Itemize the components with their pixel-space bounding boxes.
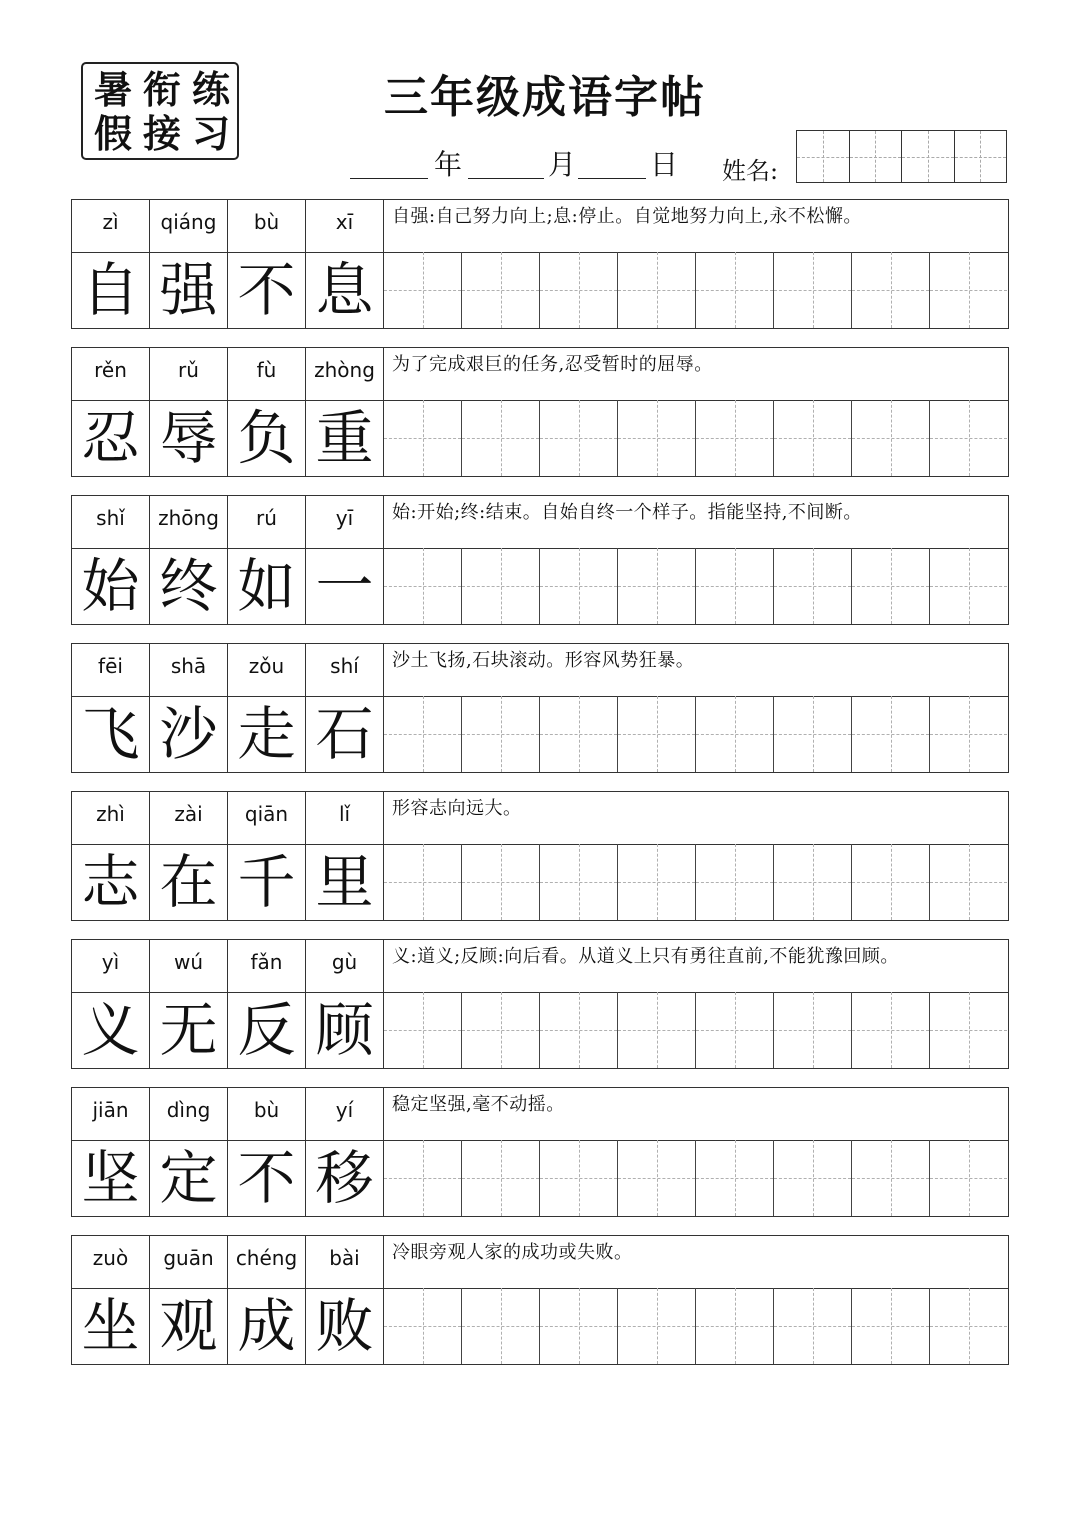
- idiom-character: 千: [228, 844, 306, 920]
- badge-char: 接: [142, 111, 181, 156]
- pinyin-syllable: qiān: [228, 792, 306, 844]
- name-label: 姓名:: [722, 157, 779, 185]
- pinyin-syllable: bù: [228, 200, 306, 252]
- idiom-character: 忍: [72, 400, 150, 476]
- pinyin-syllable: yì: [72, 940, 150, 992]
- practice-cell[interactable]: [384, 1288, 462, 1364]
- idiom-character: 走: [228, 696, 306, 772]
- pinyin-syllable: rú: [228, 496, 306, 548]
- idiom-character: 移: [306, 1140, 384, 1216]
- practice-cell[interactable]: [852, 1288, 930, 1364]
- idiom-block: [71, 199, 1009, 329]
- pinyin-syllable: shā: [150, 644, 228, 696]
- idiom-character: 一: [306, 548, 384, 624]
- idiom-meaning: 为了完成艰巨的任务,忍受暂时的屈辱。: [392, 354, 713, 375]
- idiom-character: 坚: [72, 1140, 150, 1216]
- practice-cell[interactable]: [462, 1288, 540, 1364]
- practice-cell[interactable]: [462, 252, 540, 328]
- practice-cell[interactable]: [696, 696, 774, 772]
- practice-cell[interactable]: [618, 696, 696, 772]
- idiom-character: 坐: [72, 1288, 150, 1364]
- pinyin-syllable: lǐ: [306, 792, 384, 844]
- idiom-block: [71, 347, 1009, 477]
- year-label: 年: [434, 148, 463, 181]
- practice-cell[interactable]: [852, 1140, 930, 1216]
- badge-char: 衔: [142, 67, 181, 112]
- practice-cell[interactable]: [852, 992, 930, 1068]
- idiom-block: [71, 643, 1009, 773]
- practice-cell[interactable]: [852, 252, 930, 328]
- badge-char: 假: [93, 111, 132, 156]
- badge-char: 习: [191, 111, 230, 156]
- pinyin-syllable: jiān: [72, 1088, 150, 1140]
- month-blank[interactable]: [468, 178, 544, 179]
- idiom-character: 始: [72, 548, 150, 624]
- practice-cell[interactable]: [540, 992, 618, 1068]
- practice-cell[interactable]: [696, 1140, 774, 1216]
- practice-cell[interactable]: [852, 696, 930, 772]
- idiom-character: 终: [150, 548, 228, 624]
- name-writing-grid[interactable]: [796, 130, 1007, 183]
- day-blank[interactable]: [578, 178, 646, 179]
- name-cell[interactable]: [850, 131, 903, 182]
- idiom-meaning: 冷眼旁观人家的成功或失败。: [392, 1242, 633, 1263]
- pinyin-syllable: zhòng: [306, 348, 384, 400]
- practice-cell[interactable]: [618, 548, 696, 624]
- pinyin-syllable: zì: [72, 200, 150, 252]
- idiom-character: 败: [306, 1288, 384, 1364]
- year-blank[interactable]: [350, 178, 428, 179]
- pinyin-syllable: zhōng: [150, 496, 228, 548]
- badge-char: 暑: [93, 67, 132, 112]
- idiom-character: 辱: [150, 400, 228, 476]
- idiom-character: 志: [72, 844, 150, 920]
- practice-cell[interactable]: [696, 1288, 774, 1364]
- idiom-block: [71, 495, 1009, 625]
- idiom-character: 无: [150, 992, 228, 1068]
- badge-char: 练: [191, 67, 230, 112]
- practice-cell[interactable]: [930, 844, 1007, 920]
- practice-cell[interactable]: [852, 548, 930, 624]
- practice-cell[interactable]: [540, 844, 618, 920]
- pinyin-syllable: fù: [228, 348, 306, 400]
- practice-cell[interactable]: [618, 844, 696, 920]
- idiom-character: 自: [72, 252, 150, 328]
- pinyin-syllable: bù: [228, 1088, 306, 1140]
- pinyin-syllable: dìng: [150, 1088, 228, 1140]
- pinyin-syllable: guān: [150, 1236, 228, 1288]
- practice-cell[interactable]: [774, 252, 852, 328]
- idiom-character: 负: [228, 400, 306, 476]
- name-cell[interactable]: [902, 131, 955, 182]
- pinyin-syllable: zuò: [72, 1236, 150, 1288]
- idiom-block: [71, 1235, 1009, 1365]
- pinyin-syllable: zǒu: [228, 644, 306, 696]
- pinyin-syllable: qiáng: [150, 200, 228, 252]
- practice-cell[interactable]: [384, 548, 462, 624]
- idiom-meaning: 稳定坚强,毫不动摇。: [392, 1094, 565, 1115]
- idiom-character: 义: [72, 992, 150, 1068]
- practice-cell[interactable]: [774, 548, 852, 624]
- practice-cell[interactable]: [462, 992, 540, 1068]
- name-cell[interactable]: [797, 131, 850, 182]
- practice-cell[interactable]: [930, 548, 1007, 624]
- practice-cell[interactable]: [462, 548, 540, 624]
- page-title: 三年级成语字帖: [384, 72, 706, 123]
- practice-cell[interactable]: [930, 992, 1007, 1068]
- idiom-block: [71, 939, 1009, 1069]
- practice-cell[interactable]: [618, 252, 696, 328]
- idiom-character: 息: [306, 252, 384, 328]
- idiom-block: [71, 1087, 1009, 1217]
- practice-cell[interactable]: [852, 844, 930, 920]
- practice-cell[interactable]: [696, 844, 774, 920]
- idiom-character: 顾: [306, 992, 384, 1068]
- pinyin-syllable: shǐ: [72, 496, 150, 548]
- summer-practice-badge: [81, 62, 239, 160]
- practice-cell[interactable]: [774, 992, 852, 1068]
- idiom-character: 强: [150, 252, 228, 328]
- practice-cell[interactable]: [540, 400, 618, 476]
- practice-cell[interactable]: [384, 992, 462, 1068]
- idiom-character: 沙: [150, 696, 228, 772]
- practice-cell[interactable]: [930, 1140, 1007, 1216]
- practice-cell[interactable]: [540, 1140, 618, 1216]
- pinyin-syllable: fēi: [72, 644, 150, 696]
- practice-cell[interactable]: [462, 696, 540, 772]
- practice-cell[interactable]: [618, 400, 696, 476]
- idiom-character: 重: [306, 400, 384, 476]
- pinyin-syllable: zhì: [72, 792, 150, 844]
- practice-cell[interactable]: [930, 252, 1007, 328]
- pinyin-syllable: rěn: [72, 348, 150, 400]
- idiom-block: [71, 791, 1009, 921]
- practice-cell[interactable]: [618, 1140, 696, 1216]
- practice-cell[interactable]: [618, 992, 696, 1068]
- idiom-character: 成: [228, 1288, 306, 1364]
- practice-cell[interactable]: [852, 400, 930, 476]
- idiom-meaning: 义:道义;反顾:向后看。从道义上只有勇往直前,不能犹豫回顾。: [392, 946, 899, 967]
- pinyin-syllable: rǔ: [150, 348, 228, 400]
- day-label: 日: [650, 148, 679, 181]
- practice-cell[interactable]: [696, 548, 774, 624]
- practice-cell[interactable]: [774, 844, 852, 920]
- practice-cell[interactable]: [540, 548, 618, 624]
- idiom-meaning: 自强:自己努力向上;息:停止。自觉地努力向上,永不松懈。: [392, 206, 862, 227]
- practice-cell[interactable]: [462, 844, 540, 920]
- idiom-character: 飞: [72, 696, 150, 772]
- idiom-meaning: 形容志向远大。: [392, 798, 522, 819]
- pinyin-syllable: chéng: [228, 1236, 306, 1288]
- practice-cell[interactable]: [462, 400, 540, 476]
- pinyin-syllable: shí: [306, 644, 384, 696]
- idiom-character: 石: [306, 696, 384, 772]
- idiom-character: 定: [150, 1140, 228, 1216]
- idiom-character: 观: [150, 1288, 228, 1364]
- practice-cell[interactable]: [774, 696, 852, 772]
- pinyin-syllable: gù: [306, 940, 384, 992]
- practice-cell[interactable]: [774, 1288, 852, 1364]
- practice-cell[interactable]: [540, 696, 618, 772]
- practice-cell[interactable]: [384, 696, 462, 772]
- practice-cell[interactable]: [384, 1140, 462, 1216]
- idiom-character: 反: [228, 992, 306, 1068]
- idiom-character: 如: [228, 548, 306, 624]
- idiom-meaning: 沙土飞扬,石块滚动。形容风势狂暴。: [392, 650, 695, 671]
- pinyin-syllable: wú: [150, 940, 228, 992]
- practice-cell[interactable]: [540, 1288, 618, 1364]
- practice-cell[interactable]: [696, 252, 774, 328]
- practice-cell[interactable]: [462, 1140, 540, 1216]
- practice-cell[interactable]: [930, 696, 1007, 772]
- idiom-character: 不: [228, 1140, 306, 1216]
- idiom-meaning: 始:开始;终:结束。自始自终一个样子。指能坚持,不间断。: [392, 502, 862, 523]
- pinyin-syllable: zài: [150, 792, 228, 844]
- practice-cell[interactable]: [774, 400, 852, 476]
- pinyin-syllable: yí: [306, 1088, 384, 1140]
- idiom-character: 在: [150, 844, 228, 920]
- practice-cell[interactable]: [384, 400, 462, 476]
- idiom-character: 不: [228, 252, 306, 328]
- practice-cell[interactable]: [696, 992, 774, 1068]
- practice-cell[interactable]: [930, 1288, 1007, 1364]
- practice-cell[interactable]: [540, 252, 618, 328]
- practice-cell[interactable]: [384, 844, 462, 920]
- pinyin-syllable: yī: [306, 496, 384, 548]
- practice-cell[interactable]: [696, 400, 774, 476]
- month-label: 月: [548, 148, 577, 181]
- name-cell[interactable]: [955, 131, 1007, 182]
- practice-cell[interactable]: [384, 252, 462, 328]
- pinyin-syllable: bài: [306, 1236, 384, 1288]
- practice-cell[interactable]: [930, 400, 1007, 476]
- practice-cell[interactable]: [774, 1140, 852, 1216]
- practice-cell[interactable]: [618, 1288, 696, 1364]
- pinyin-syllable: fǎn: [228, 940, 306, 992]
- idiom-character: 里: [306, 844, 384, 920]
- pinyin-syllable: xī: [306, 200, 384, 252]
